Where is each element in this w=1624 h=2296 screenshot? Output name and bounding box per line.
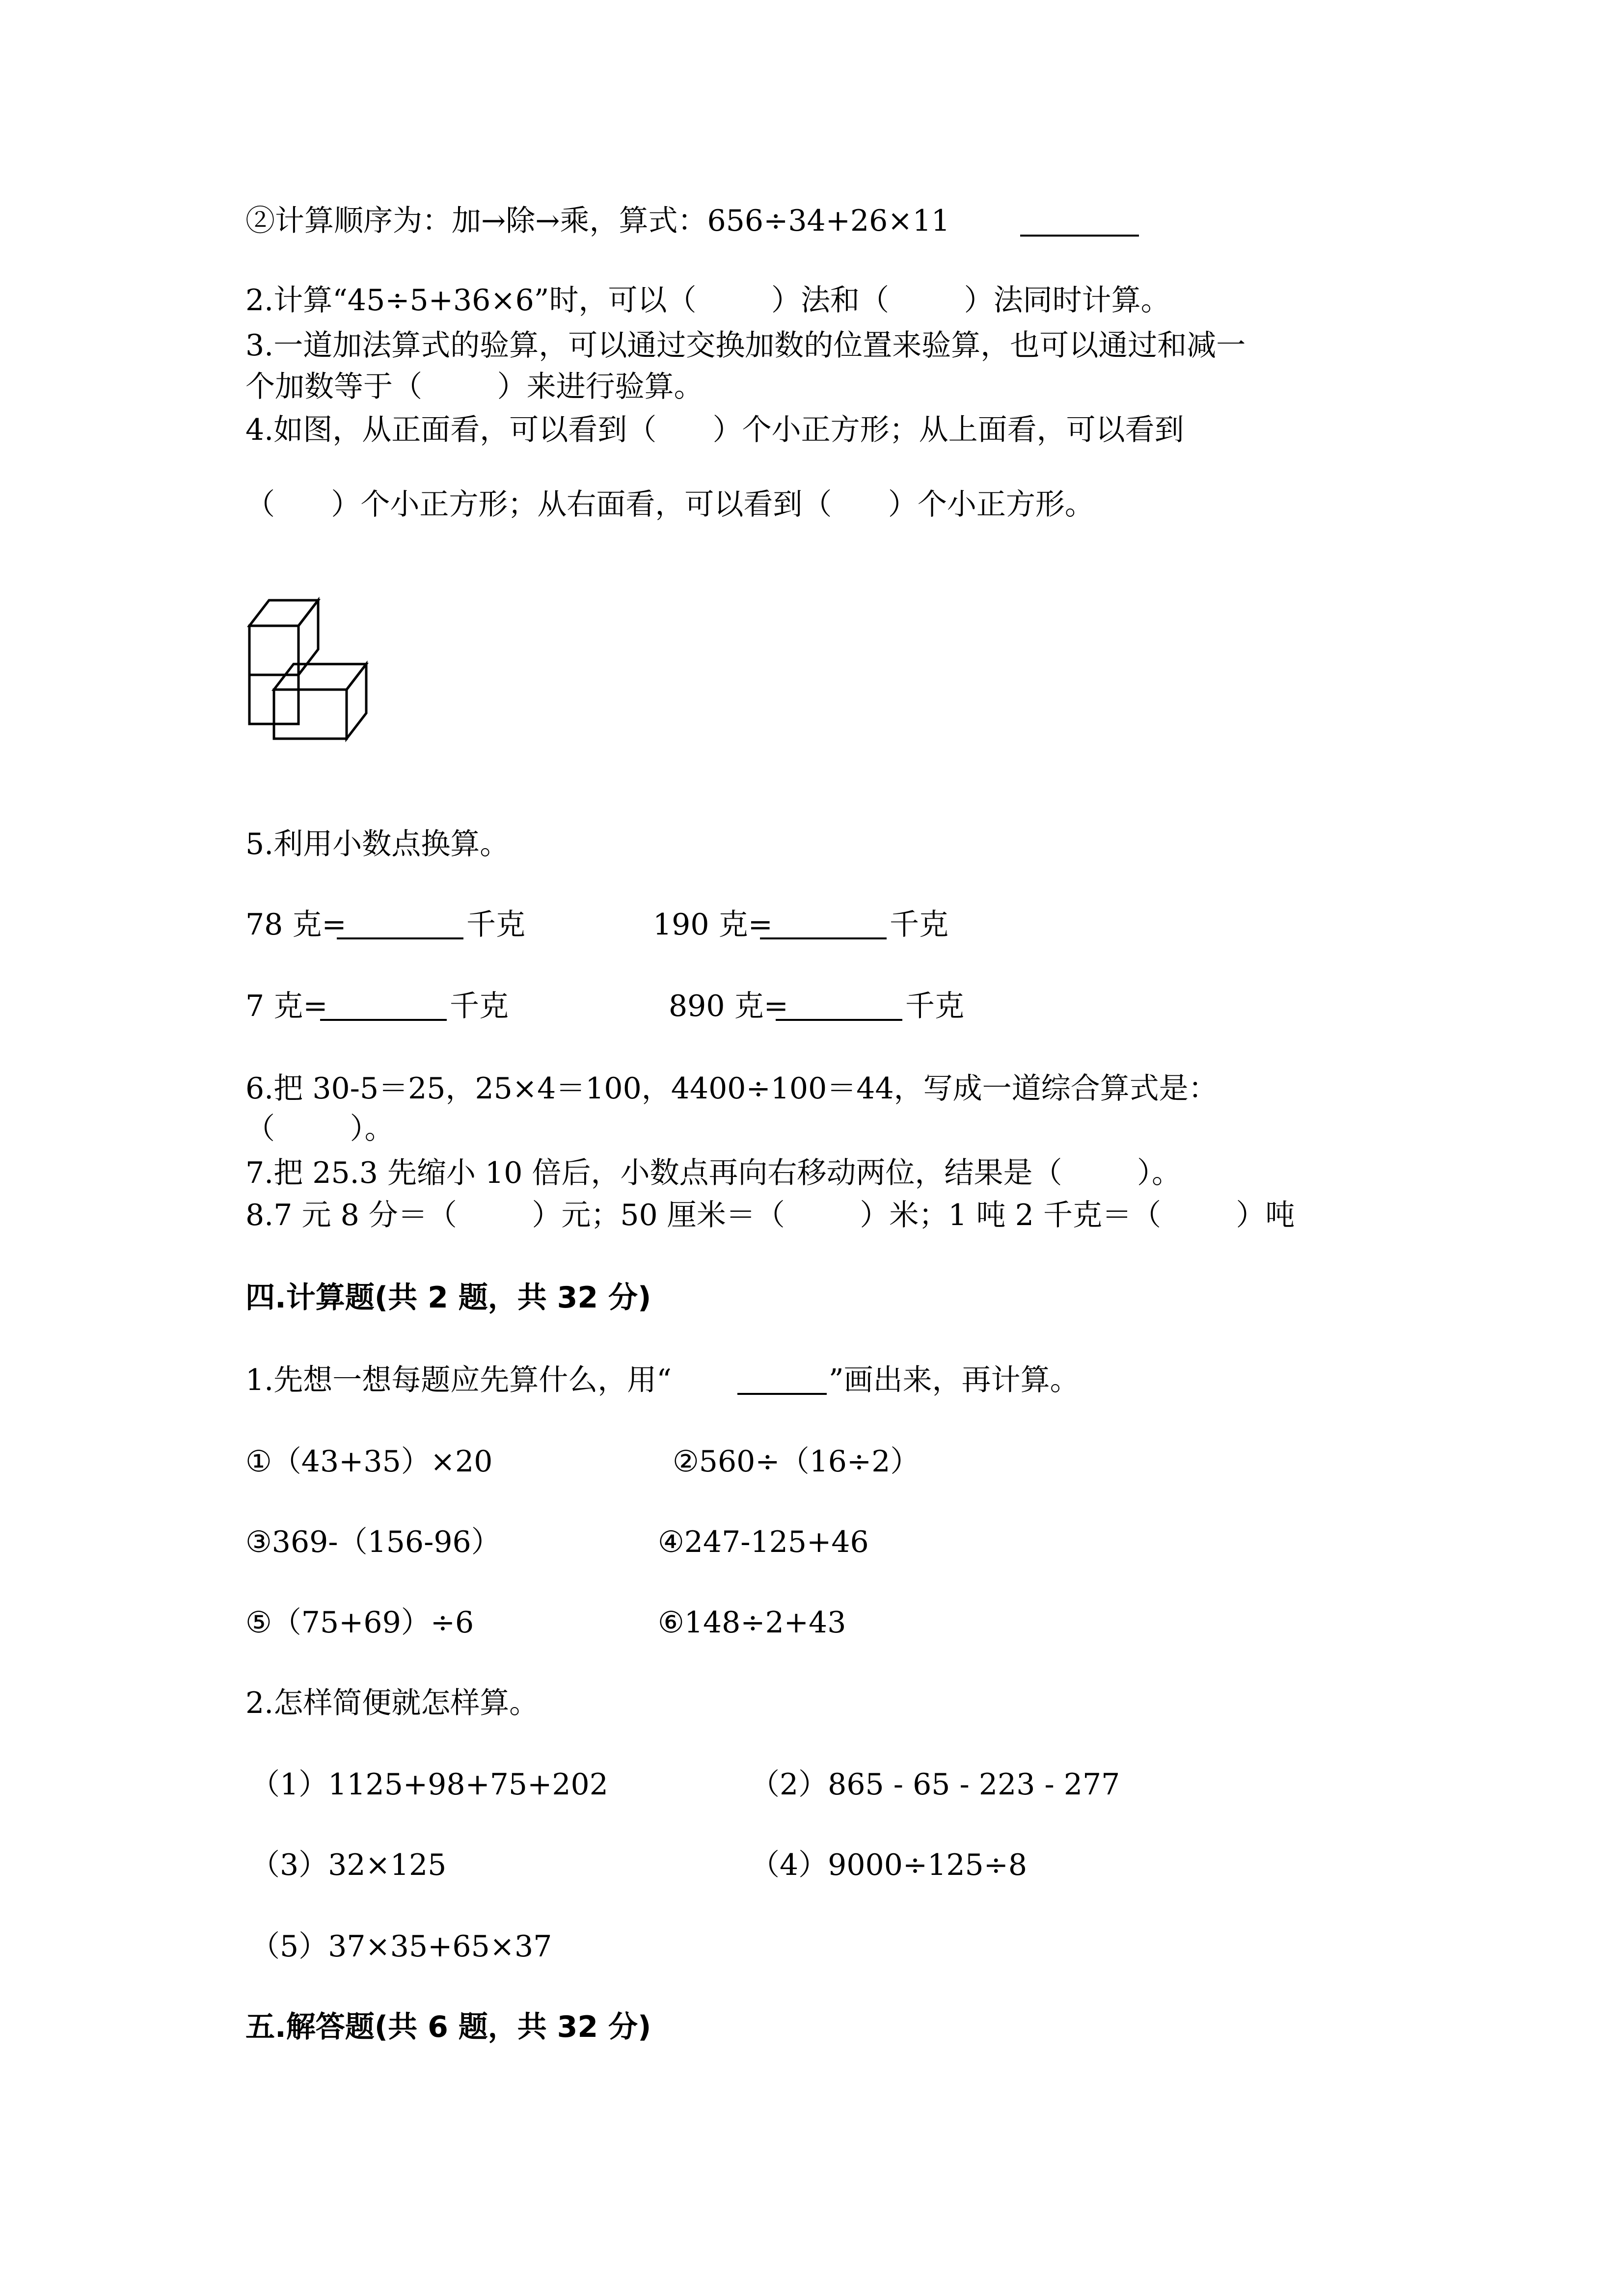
question-6-line-2: （ ）。	[245, 1112, 394, 1146]
question-6-line-1: 6.把 30-5＝25，25×4＝100，4400÷100＝44，写成一道综合算式是：	[245, 1071, 1218, 1106]
answer-blank[interactable]	[776, 993, 902, 1021]
question-2: 2.计算“45÷5+36×6”时，可以（ ）法和（ ）法同时计算。	[245, 283, 1170, 318]
conversion-prefix: 7 克=	[245, 989, 328, 1023]
underline-sample	[737, 1367, 827, 1395]
cube-figure	[245, 596, 378, 744]
question-4-line-1: 4.如图，从正面看，可以看到（ ）个小正方形；从上面看，可以看到	[245, 413, 1184, 447]
calc-item: ⑥148÷2+43	[658, 1605, 846, 1640]
question-4-line-2: （ ）个小正方形；从右面看，可以看到（ ）个小正方形。	[245, 487, 1094, 522]
calc-item: ④247-125+46	[658, 1525, 869, 1559]
calc-item: （4）9000÷125÷8	[750, 1848, 1028, 1882]
question-text: ②计算顺序为：加→除→乘，算式：656÷34+26×11	[245, 204, 950, 238]
conversion-unit: 千克	[450, 989, 509, 1023]
section-4-title: 四.计算题(共 2 题，共 32 分)	[245, 1281, 651, 1315]
question-text-end: ”画出来，再计算。	[829, 1363, 1080, 1397]
question-5: 5.利用小数点换算。	[245, 827, 510, 861]
calc-item: ②560÷（16÷2）	[673, 1444, 920, 1479]
question-8: 8.7 元 8 分＝（ ）元；50 厘米＝（ ）米；1 吨 2 千克＝（ ）吨	[245, 1198, 1295, 1232]
answer-blank[interactable]	[760, 912, 887, 939]
conversion-unit: 千克	[905, 989, 964, 1023]
calc-item: （3）32×125	[250, 1848, 447, 1882]
question-text: 1.先想一想每题应先算什么，用“	[245, 1363, 672, 1397]
answer-blank[interactable]	[1020, 209, 1139, 237]
calc-item: ③369-（156-96）	[245, 1525, 501, 1559]
answer-blank[interactable]	[337, 912, 463, 939]
conversion-unit: 千克	[890, 908, 948, 942]
conversion-prefix: 78 克=	[245, 908, 347, 942]
question-3-line-2: 个加数等于（ ）来进行验算。	[245, 370, 704, 404]
answer-blank[interactable]	[320, 993, 447, 1021]
question-3-line-1: 3.一道加法算式的验算，可以通过交换加数的位置来验算，也可以通过和减一	[245, 328, 1246, 363]
conversion-prefix: 190 克=	[653, 908, 773, 942]
calc-item: ⑤（75+69）÷6	[245, 1605, 474, 1640]
question-7: 7.把 25.3 先缩小 10 倍后，小数点再向右移动两位，结果是（ ）。	[245, 1156, 1182, 1190]
calc-item: （5）37×35+65×37	[250, 1929, 552, 1964]
section-4-question-2: 2.怎样简便就怎样算。	[245, 1686, 539, 1720]
conversion-unit: 千克	[466, 908, 525, 942]
calc-item: （2）865 - 65 - 223 - 277	[750, 1767, 1120, 1802]
calc-item: （1）1125+98+75+202	[250, 1767, 608, 1802]
section-5-title: 五.解答题(共 6 题，共 32 分)	[245, 2010, 651, 2044]
conversion-prefix: 890 克=	[669, 989, 788, 1023]
calc-item: ①（43+35）×20	[245, 1444, 493, 1479]
